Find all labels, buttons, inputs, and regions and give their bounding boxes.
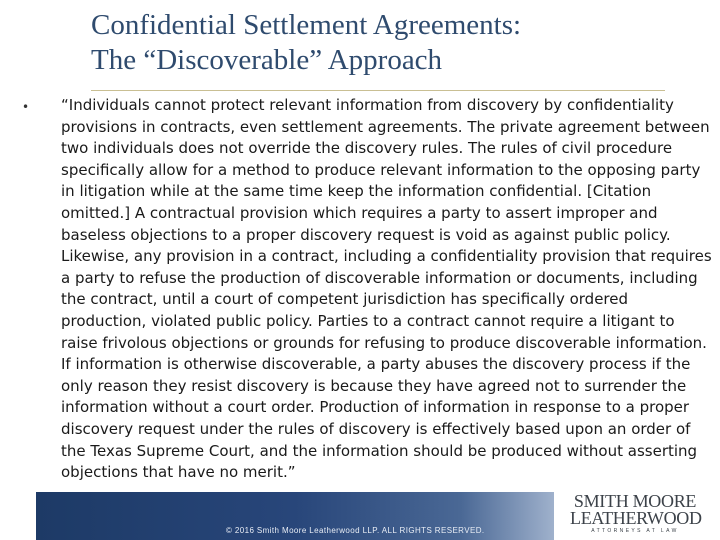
quote-line: Likewise, any provision in a contract, including a confidentiality provision that requires [61,247,712,266]
quote-line: discovery request under the rules of discovery is effectively based upon an order of [61,419,691,438]
slide-title-line-2: The “Discoverable” Approach [91,44,443,76]
quote-text [61,95,712,484]
logo-tagline: ATTORNEYS AT LAW [591,528,679,534]
quote-line: the contract, until a court of competent jurisdiction has specifically ordered [61,290,629,309]
quote-line: only reason they resist discovery is because they have agreed not to surrender the [61,376,687,395]
firm-logo [570,493,700,533]
quote-line: information without a court order. Production of information in response to a proper [61,398,690,417]
quote-line: two individuals does not override the discovery rules. The rules of civil procedure [61,139,673,158]
quote-line: “Individuals cannot protect relevant information from discovery by confidentiality [61,96,674,114]
quote-line: If information is otherwise discoverable, a party abuses the discovery process if the [61,355,691,374]
quote-line: the Texas Supreme Court, and the information should be produced without asserting [61,441,698,460]
logo-line-2: LEATHERWOOD [570,508,702,528]
slide-title [91,8,691,78]
logo-line-1: SMITH MOORE [573,491,697,511]
quote-line: provisions in contracts, even settlement agreements. The private agreement between [61,117,710,136]
quote-line: a party to refuse the production of discoverable information or documents, including [61,268,698,287]
quote-line: in litigation while at the same time keep the information confidential. [Citation [61,182,652,201]
quote-line: omitted.] A contractual provision which requires a party to assert improper and [61,203,658,222]
title-divider [91,90,665,91]
bullet-icon: • [22,100,30,114]
slide-title-line-1: Confidential Settlement Agreements: [91,9,522,41]
quote-line: objections that have no merit.” [61,463,296,482]
quote-line: raise frivolous objections or grounds for refusing to produce discoverable information. [61,333,707,352]
footer-copyright: © 2016 Smith Moore Leatherwood LLP. ALL RIGHTS RESERVED. [226,526,485,535]
quote-line: production, violated public policy. Parties to a contract cannot require a litigant to [61,311,675,330]
quote-line: specifically allow for a method to produce relevant information to the opposing party [61,160,701,179]
quote-line: baseless objections to a proper discovery request is void as against public policy. [61,225,671,244]
